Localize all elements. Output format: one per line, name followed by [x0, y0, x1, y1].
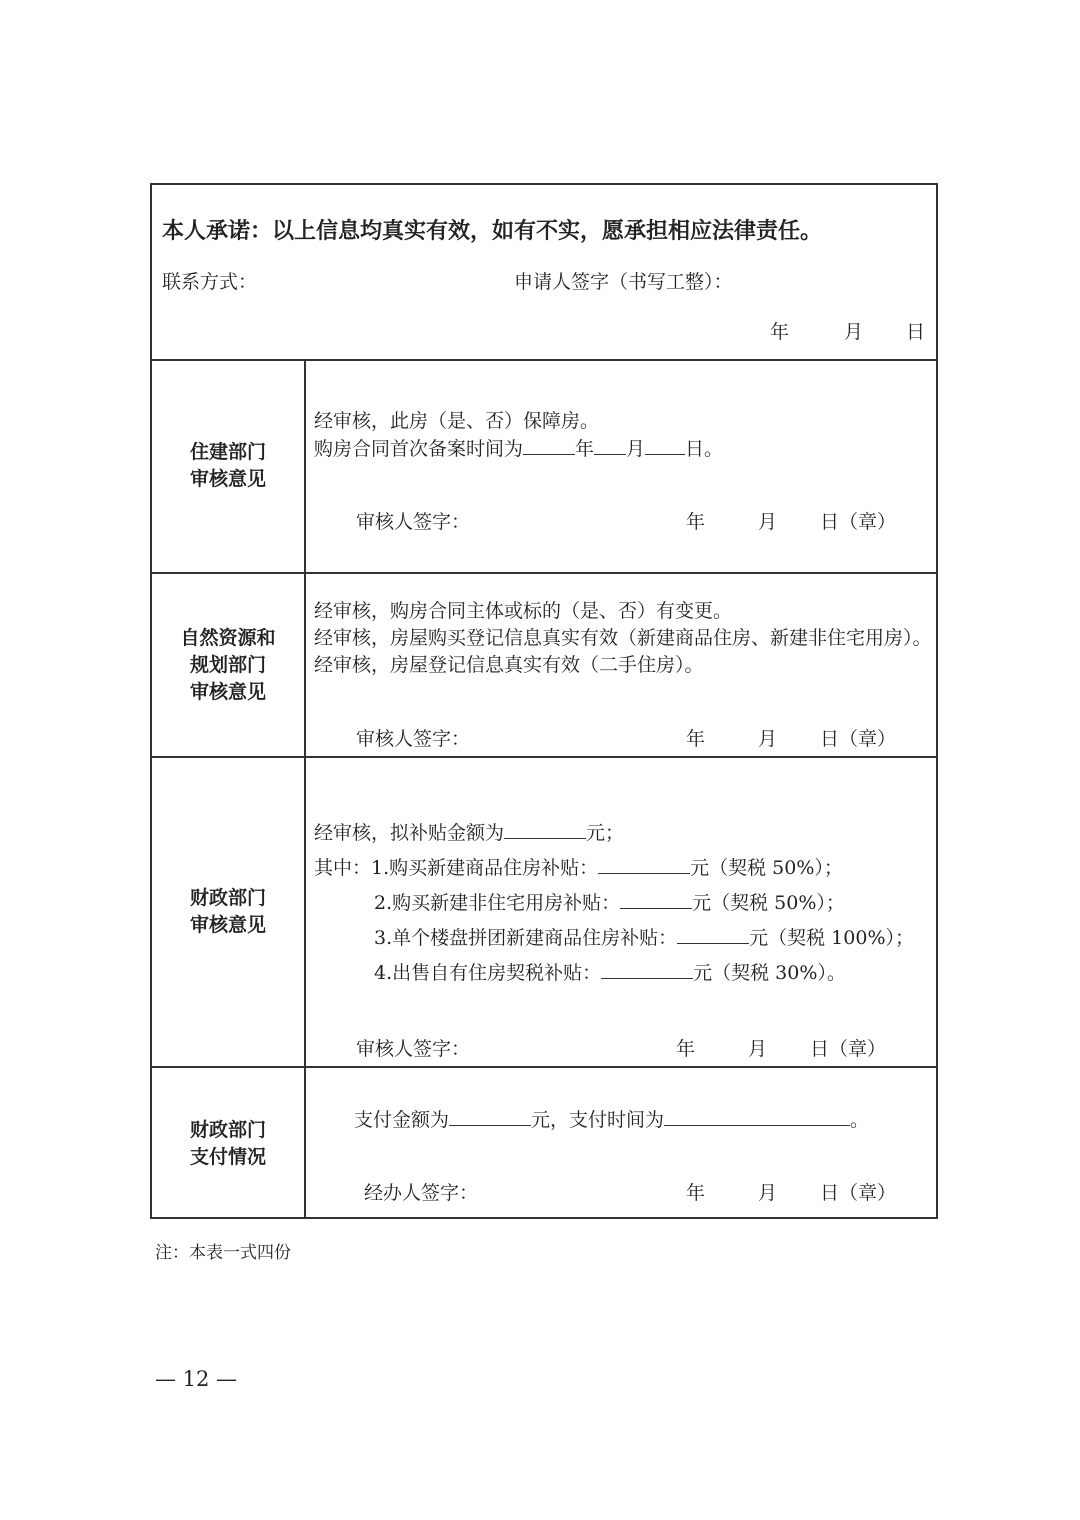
- payment-amount-line: [354, 1107, 869, 1132]
- finance-item-2: [374, 890, 845, 915]
- finance-subsidy-amount: [314, 820, 624, 845]
- finance-item-4: [374, 960, 846, 985]
- item2-amount-blank[interactable]: [620, 890, 692, 909]
- resources-review-line2: 经审核，房屋购买登记信息真实有效（新建商品住房、新建非住宅用房）。: [314, 627, 932, 649]
- applicant-signature-label: 申请人签字（书写工整）：: [514, 271, 733, 293]
- item4-unit: 元（契税 30%）。: [693, 962, 846, 984]
- item3-amount-blank[interactable]: [677, 925, 749, 944]
- payment-label-line: 财政部门: [189, 1119, 266, 1141]
- item4-label: 4.出售自有住房契税补贴：: [374, 962, 602, 984]
- finance-dept-label: [152, 885, 304, 939]
- row-divider: [152, 1066, 936, 1068]
- resources-dept-label: [152, 625, 304, 706]
- payment-day-seal: 日（章）: [820, 1182, 897, 1204]
- filing-date-prefix: 购房合同首次备案时间为: [314, 438, 524, 460]
- page-number: — 12 —: [155, 1367, 238, 1391]
- handler-signature-label: 经办人签字：: [364, 1182, 479, 1204]
- housing-filing-date: [314, 436, 723, 461]
- resources-month: 月: [758, 728, 778, 750]
- resources-dept-label-line: 规划部门: [189, 654, 266, 676]
- item2-label: 2.购买新建非住宅用房补贴：: [374, 892, 621, 914]
- payment-label: [152, 1117, 304, 1171]
- finance-month: 月: [748, 1038, 768, 1060]
- filing-month-blank[interactable]: [594, 436, 626, 455]
- housing-month: 月: [758, 511, 778, 533]
- payment-amount-prefix: 支付金额为: [354, 1109, 450, 1131]
- item3-unit: 元（契税 100%）；: [749, 927, 914, 949]
- resources-day-seal: 日（章）: [820, 728, 897, 750]
- pledge-month: 月: [844, 321, 864, 343]
- resources-review-line3: 经审核，房屋登记信息真实有效（二手住房）。: [314, 654, 704, 676]
- payment-time-label: 元，支付时间为: [531, 1109, 665, 1131]
- row-divider: [152, 572, 936, 574]
- filing-year-unit: 年: [575, 438, 595, 460]
- housing-dept-label: [152, 439, 304, 493]
- resources-review-line1: 经审核，购房合同主体或标的（是、否）有变更。: [314, 600, 733, 622]
- subsidy-amount-blank[interactable]: [504, 820, 586, 839]
- footnote: 注：本表一式四份: [155, 1243, 291, 1263]
- finance-item-1: [314, 855, 843, 880]
- payment-line-end: 。: [850, 1109, 870, 1131]
- contact-label: 联系方式：: [162, 271, 258, 293]
- housing-reviewer-label: 审核人签字：: [356, 511, 471, 533]
- housing-day-seal: 日（章）: [820, 511, 897, 533]
- pledge-day: 日: [906, 321, 926, 343]
- subsidy-review-form: [150, 183, 938, 1219]
- item3-label: 3.单个楼盘拼团新建商品住房补贴：: [374, 927, 678, 949]
- housing-review-line1: 经审核，此房（是、否）保障房。: [314, 410, 600, 432]
- item1-amount-blank[interactable]: [598, 855, 690, 874]
- filing-month-unit: 月: [626, 438, 646, 460]
- housing-year: 年: [686, 511, 706, 533]
- finance-reviewer-label: 审核人签字：: [356, 1038, 471, 1060]
- finance-day-seal: 日（章）: [810, 1038, 887, 1060]
- resources-dept-label-line: 审核意见: [189, 681, 266, 703]
- payment-label-line: 支付情况: [189, 1146, 266, 1168]
- payment-time-blank[interactable]: [664, 1107, 850, 1126]
- subsidy-amount-prefix: 经审核，拟补贴金额为: [314, 822, 505, 844]
- pledge-year: 年: [770, 321, 790, 343]
- filing-day-blank[interactable]: [645, 436, 685, 455]
- filing-year-blank[interactable]: [523, 436, 575, 455]
- finance-year: 年: [676, 1038, 696, 1060]
- item2-unit: 元（契税 50%）；: [692, 892, 845, 914]
- row-divider: [152, 359, 936, 361]
- finance-dept-label-line: 财政部门: [189, 887, 266, 909]
- housing-dept-label-line: 住建部门: [189, 441, 266, 463]
- row-divider: [152, 756, 936, 758]
- column-divider: [304, 360, 306, 1219]
- item1-label: 其中：1.购买新建商品住房补贴：: [314, 857, 599, 879]
- resources-reviewer-label: 审核人签字：: [356, 728, 471, 750]
- payment-year: 年: [686, 1182, 706, 1204]
- resources-dept-label-line: 自然资源和: [180, 627, 276, 649]
- subsidy-amount-unit: 元；: [586, 822, 625, 844]
- pledge-statement: 本人承诺：以上信息均真实有效，如有不实，愿承担相应法律责任。: [162, 218, 823, 244]
- housing-dept-label-line: 审核意见: [189, 468, 266, 490]
- resources-year: 年: [686, 728, 706, 750]
- item4-amount-blank[interactable]: [601, 960, 693, 979]
- payment-amount-blank[interactable]: [449, 1107, 531, 1126]
- finance-item-3: [374, 925, 914, 950]
- filing-day-unit: 日。: [685, 438, 724, 460]
- payment-month: 月: [758, 1182, 778, 1204]
- item1-unit: 元（契税 50%）；: [690, 857, 843, 879]
- finance-dept-label-line: 审核意见: [189, 914, 266, 936]
